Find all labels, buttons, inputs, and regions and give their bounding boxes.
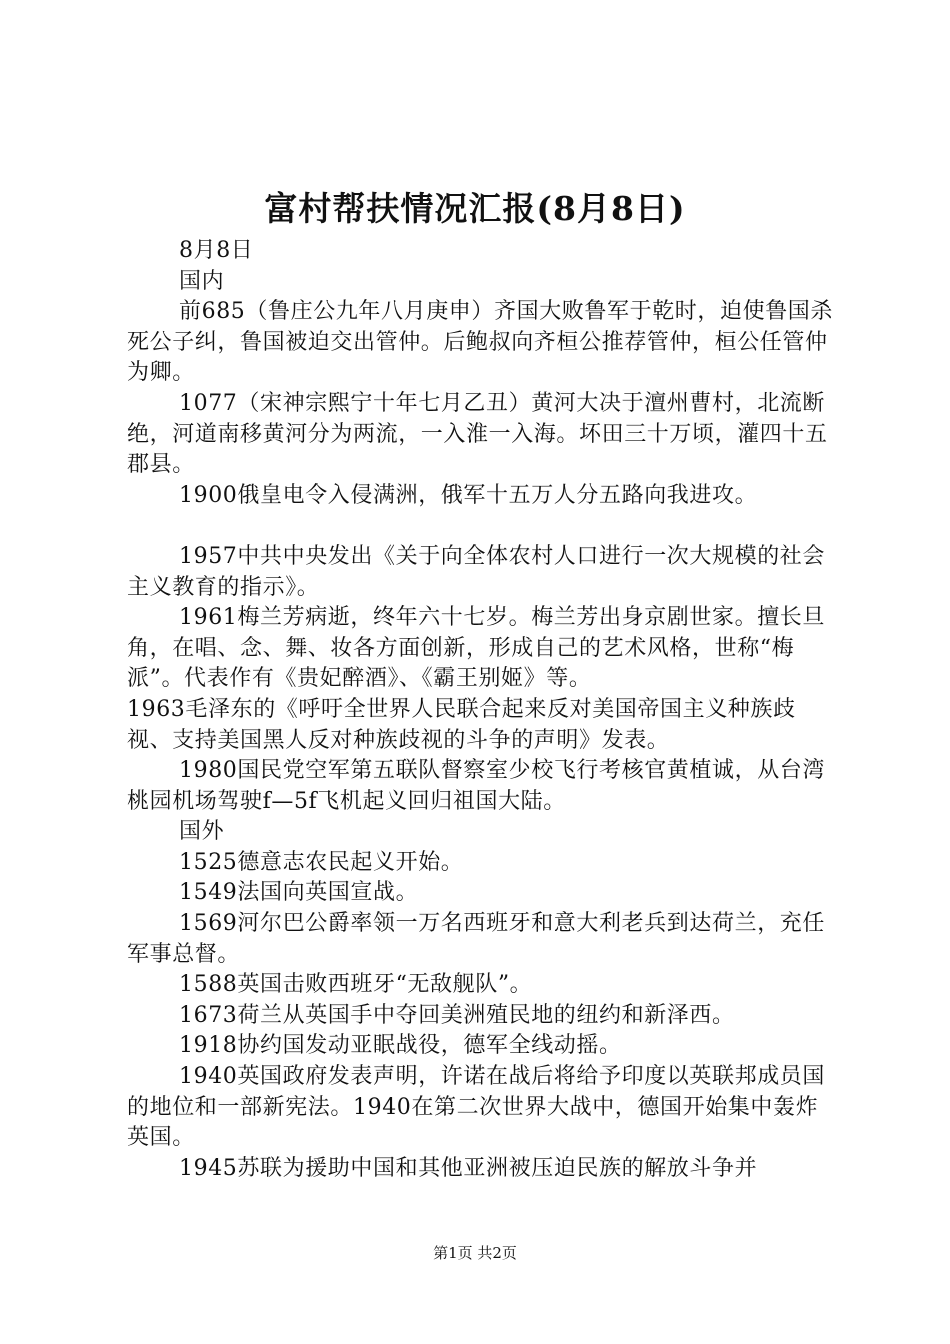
paragraph: 1673荷兰从英国手中夺回美洲殖民地的纽约和新泽西。 bbox=[179, 1002, 735, 1028]
paragraph-date: 8月8日 bbox=[179, 238, 254, 263]
section-heading-foreign: 国外 bbox=[179, 819, 225, 845]
paragraph: 1963毛泽东的《呼吁全世界人民联合起来反对美国帝国主义种族歧视、支持美国黑人反对种族歧视的斗争的声明》发表。 bbox=[127, 696, 796, 753]
paragraph: 1945苏联为援助中国和其他亚洲被压迫民族的解放斗争并 bbox=[179, 1155, 758, 1181]
paragraph: 前685（鲁庄公九年八月庚申）齐国大败鲁军于乾时，迫使鲁国杀死公子纠，鲁国被迫交出管仲。后鲍叔向齐桓公推荐管仲，桓公任管仲为卿。 bbox=[127, 299, 833, 386]
document-title: 富村帮扶情况汇报(8月8日) bbox=[264, 189, 686, 228]
paragraph: 1549法国向英国宣战。 bbox=[179, 880, 419, 906]
paragraph: 1588英国击败西班牙“无敌舰队”。 bbox=[179, 972, 533, 998]
paragraph: 1918协约国发动亚眠战役，德军全线动摇。 bbox=[179, 1033, 622, 1059]
paragraph: 1961梅兰芳病逝，终年六十七岁。梅兰芳出身京剧世家。擅长旦角，在唱、念、舞、妆各方面创新，形成自己的艺术风格，世称“梅派”。代表作有《贵妃醉酒》、《霸王别姬》等。 bbox=[127, 605, 825, 692]
paragraph: 1940英国政府发表声明，许诺在战后将给予印度以英联邦成员国的地位和一部新宪法。1940在第二次世界大战中，德国开始集中轰炸英国。 bbox=[127, 1064, 825, 1151]
paragraph: 1900俄皇电令入侵满洲，俄军十五万人分五路向我进攻。 bbox=[179, 482, 758, 508]
section-heading-domestic: 国内 bbox=[179, 268, 225, 294]
document-body bbox=[127, 236, 837, 1184]
paragraph: 1077（宋神宗熙宁十年七月乙丑）黄河大决于澶州曹村，北流断绝，河道南移黄河分为两流，一入淮一入海。坏田三十万顷，灌四十五郡县。 bbox=[127, 390, 828, 478]
paragraph: 1525德意志农民起义开始。 bbox=[179, 849, 464, 875]
paragraph: 1980国民党空军第五联队督察室少校飞行考核官黄植诚，从台湾桃园机场驾驶f—5f飞机起义回归祖国大陆。 bbox=[127, 758, 825, 814]
blank-line bbox=[127, 511, 837, 542]
paragraph: 1569河尔巴公爵率领一万名西班牙和意大利老兵到达荷兰，充任军事总督。 bbox=[127, 911, 825, 967]
page-footer: 第1页 共2页 bbox=[433, 1244, 517, 1262]
paragraph: 1957中共中央发出《关于向全体农村人口进行一次大规模的社会主义教育的指示》。 bbox=[127, 543, 825, 600]
